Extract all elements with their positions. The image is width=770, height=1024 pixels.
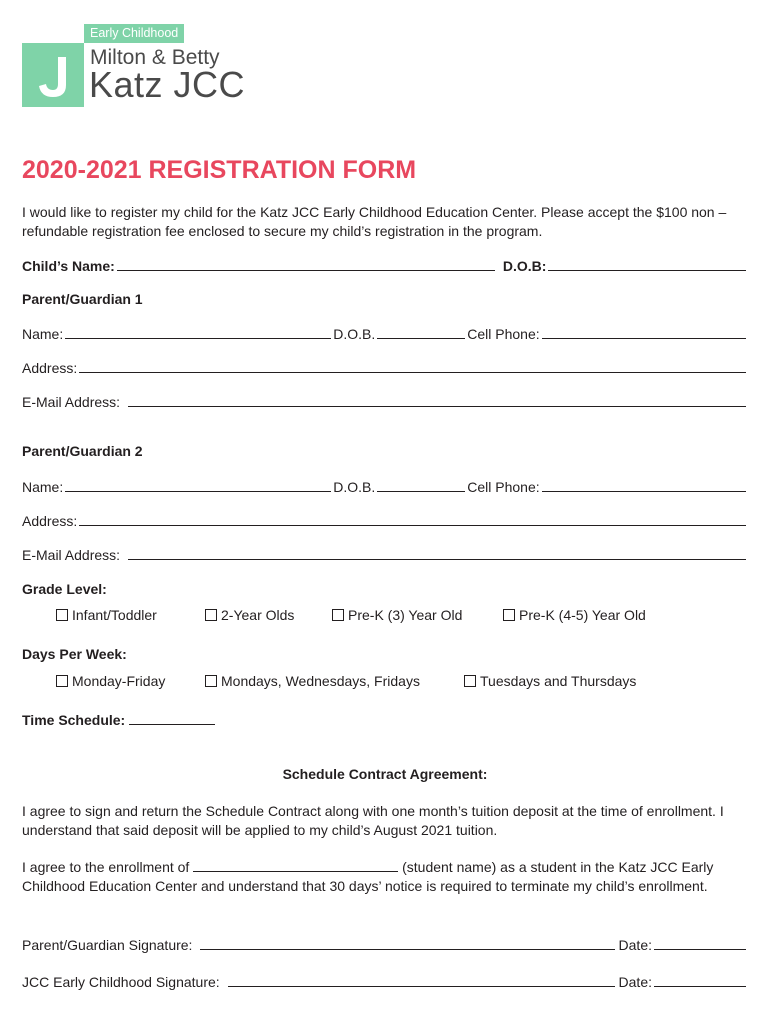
child-dob-field[interactable]	[548, 256, 746, 271]
checkbox-icon[interactable]	[332, 609, 344, 621]
child-name-label: Child’s Name:	[22, 258, 115, 274]
guardian2-name-row	[22, 475, 748, 495]
parent-date-label: Date:	[618, 937, 652, 953]
guardian2-heading: Parent/Guardian 2	[22, 443, 143, 459]
grade-option-prek45[interactable]: Pre-K (4-5) Year Old	[503, 607, 646, 623]
guardian1-cell-field[interactable]	[542, 324, 746, 339]
grade-option-2-year[interactable]: 2-Year Olds	[205, 607, 294, 623]
guardian2-address-label: Address:	[22, 513, 78, 529]
parent-signature-field[interactable]	[200, 935, 614, 950]
checkbox-icon[interactable]	[205, 675, 217, 687]
parent-signature-label: Parent/Guardian Signature:	[22, 937, 193, 953]
checkbox-icon[interactable]	[56, 675, 68, 687]
contract-heading: Schedule Contract Agreement:	[282, 766, 488, 782]
checkbox-icon[interactable]	[205, 609, 217, 621]
days-heading: Days Per Week:	[22, 646, 127, 662]
guardian2-email-label: E-Mail Address:	[22, 547, 121, 563]
checkbox-icon[interactable]	[56, 609, 68, 621]
guardian2-dob-field[interactable]	[377, 477, 465, 492]
guardian2-dob-label: D.O.B.	[333, 479, 376, 495]
guardian1-name-field[interactable]	[65, 324, 331, 339]
guardian1-email-label: E-Mail Address:	[22, 394, 121, 410]
time-schedule-field[interactable]	[129, 710, 215, 725]
checkbox-icon[interactable]	[503, 609, 515, 621]
jcc-signature-field[interactable]	[228, 972, 615, 987]
logo-j-mark	[22, 43, 84, 107]
parent-signature-row	[22, 933, 748, 953]
guardian1-dob-field[interactable]	[377, 324, 465, 339]
guardian2-cell-label: Cell Phone:	[467, 479, 540, 495]
contract-p2-rest: Early Childhood Education Center and understand that 30 days’ notice is required to terminate my child’s enrollment.	[22, 859, 714, 894]
contract-paragraph-2	[22, 858, 752, 896]
logo-badge: Early Childhood	[84, 24, 184, 43]
guardian1-cell-label: Cell Phone:	[467, 326, 540, 342]
logo-line1: Milton & Betty	[90, 46, 220, 69]
time-schedule-label: Time Schedule:	[22, 712, 126, 728]
guardian2-address-field[interactable]	[79, 511, 746, 526]
guardian1-dob-label: D.O.B.	[333, 326, 376, 342]
parent-date-field[interactable]	[654, 935, 746, 950]
days-option-tth[interactable]: Tuesdays and Thursdays	[464, 673, 636, 689]
guardian1-email-field[interactable]	[128, 392, 746, 407]
guardian2-name-field[interactable]	[65, 477, 331, 492]
grade-heading: Grade Level:	[22, 581, 107, 597]
guardian1-address-field[interactable]	[79, 358, 746, 373]
contract-p2-start: I agree to the enrollment of	[22, 859, 190, 875]
guardian1-email-row	[22, 390, 748, 410]
intro-paragraph: I would like to register my child for the Katz JCC Early Childhood Education Center. Please accept the $100 non – refundable registration fee enclosed to secure my child’s registration in the program.	[22, 204, 727, 239]
guardian1-address-row	[22, 356, 748, 376]
guardian1-address-label: Address:	[22, 360, 78, 376]
days-option-mon-fri[interactable]: Monday-Friday	[56, 673, 165, 689]
form-title: 2020-2021 REGISTRATION FORM	[22, 156, 417, 184]
logo-line2: Katz JCC	[89, 64, 246, 105]
guardian2-cell-field[interactable]	[542, 477, 746, 492]
contract-p2-end: (student name) as a student in the Katz JCC	[402, 859, 678, 875]
child-name-field[interactable]	[117, 256, 495, 271]
contract-paragraph-1: I agree to sign and return the Schedule Contract along with one month’s tuition deposit at the time of enrollment. I understand that said deposit will be applied to my child’s August 2021 tuition.	[22, 803, 724, 838]
guardian2-address-row	[22, 509, 748, 529]
child-row	[22, 254, 748, 274]
jcc-date-field[interactable]	[654, 972, 746, 987]
jcc-signature-row	[22, 970, 748, 990]
guardian1-name-row	[22, 322, 748, 342]
guardian2-email-row	[22, 543, 748, 563]
jcc-date-label: Date:	[618, 974, 652, 990]
time-schedule-row	[22, 708, 217, 728]
guardian2-email-field[interactable]	[128, 545, 746, 560]
grade-option-infant[interactable]: Infant/Toddler	[56, 607, 157, 623]
days-option-mwf[interactable]: Mondays, Wednesdays, Fridays	[205, 673, 420, 689]
student-name-field[interactable]	[193, 859, 398, 872]
logo-j-icon	[22, 43, 84, 107]
checkbox-icon[interactable]	[464, 675, 476, 687]
guardian1-heading: Parent/Guardian 1	[22, 291, 143, 307]
guardian1-name-label: Name:	[22, 326, 64, 342]
guardian2-name-label: Name:	[22, 479, 64, 495]
jcc-signature-label: JCC Early Childhood Signature:	[22, 974, 220, 990]
child-dob-label: D.O.B:	[502, 258, 547, 274]
grade-option-prek3[interactable]: Pre-K (3) Year Old	[332, 607, 462, 623]
